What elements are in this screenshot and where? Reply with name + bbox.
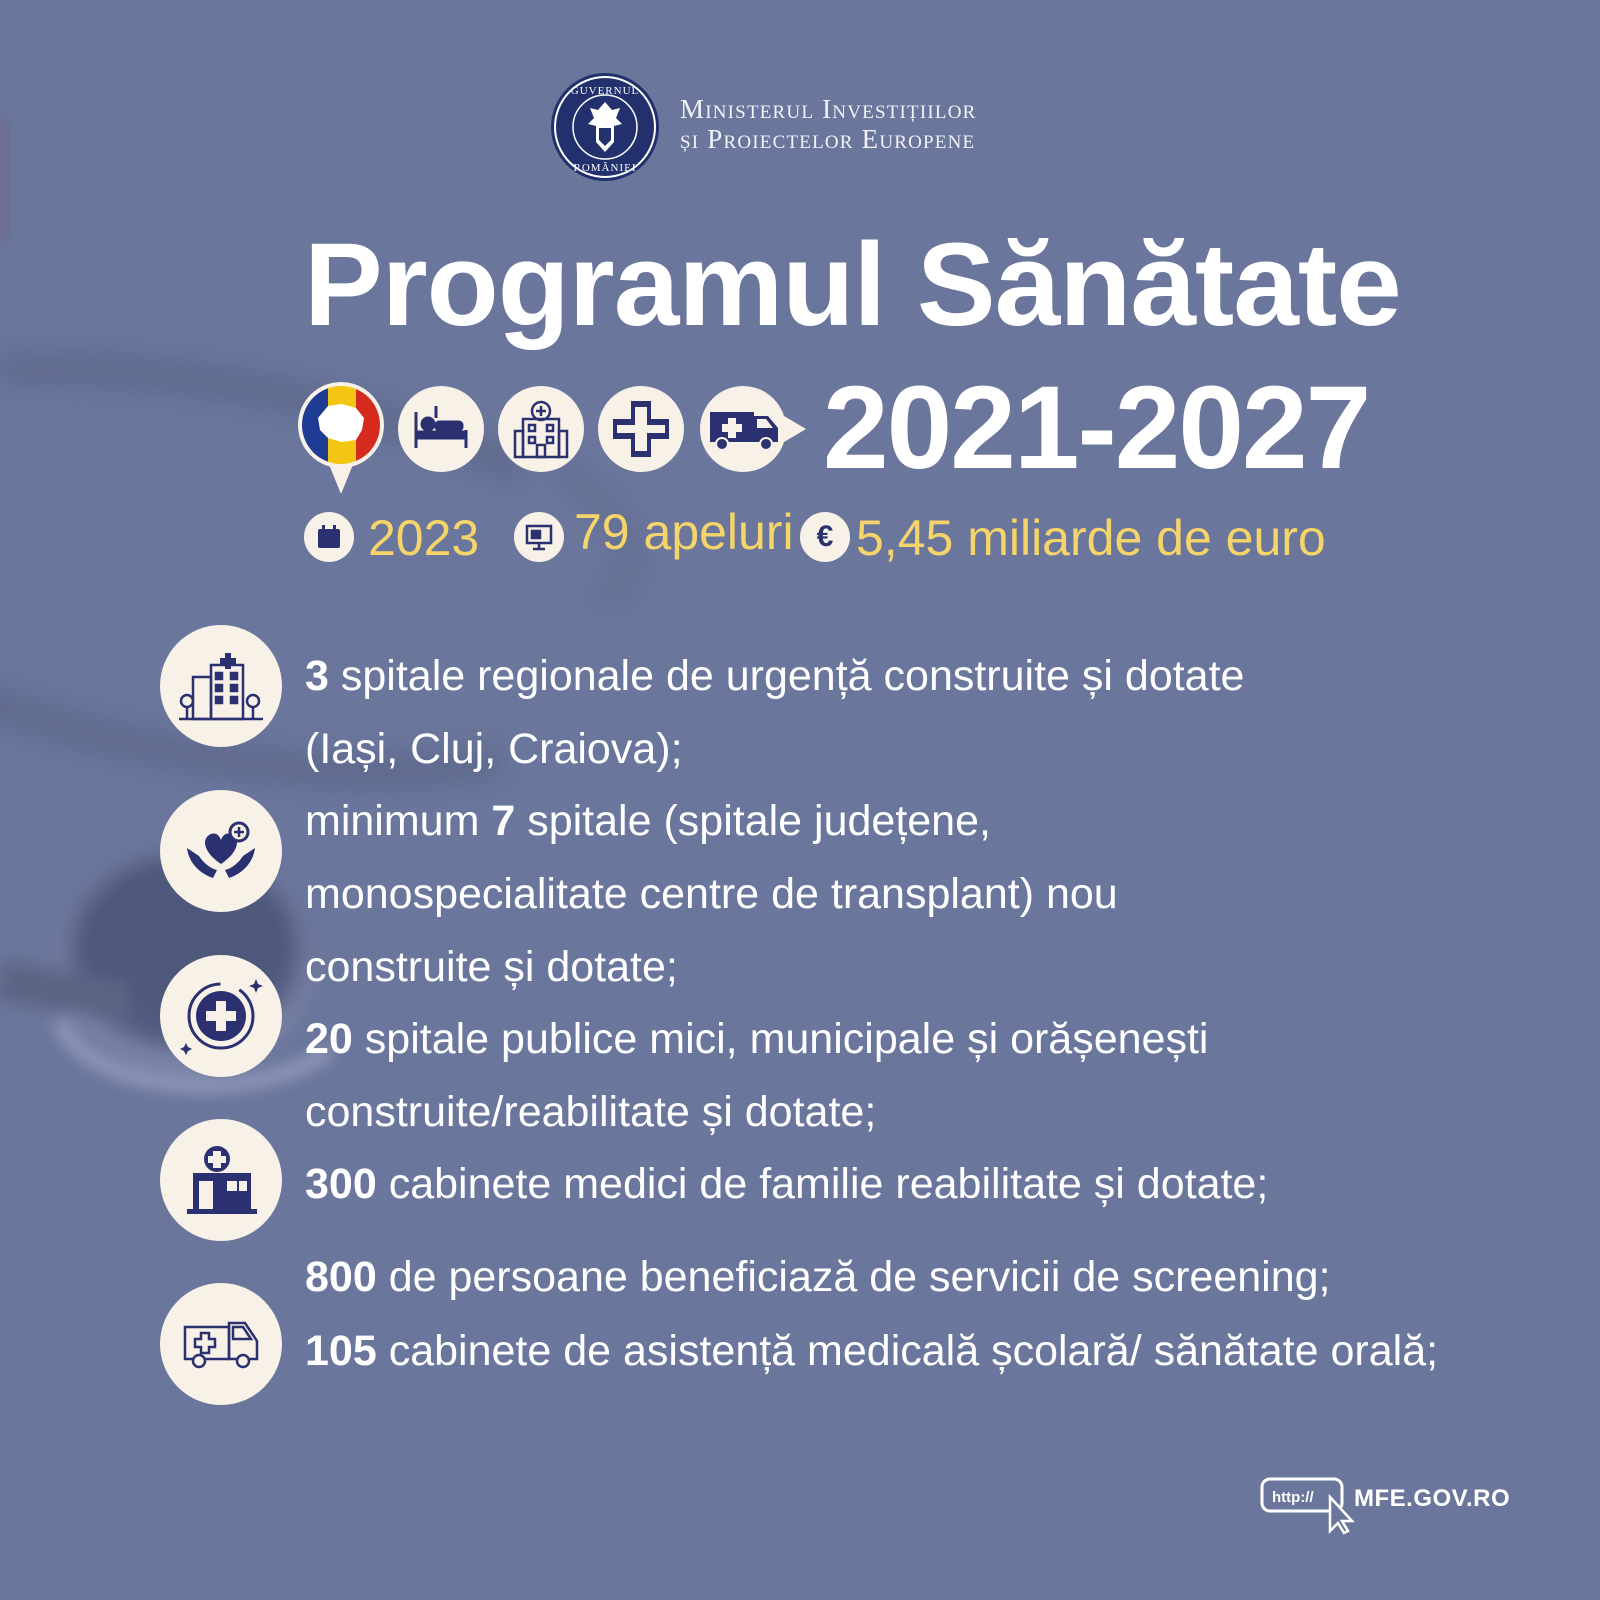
medical-cross-icon (598, 386, 684, 472)
hospital-building-icon (498, 386, 584, 472)
seal-text-top: GUVERNUL (570, 85, 640, 97)
item-line-2 (305, 723, 683, 775)
item-number-10: 105 (305, 1327, 377, 1375)
government-seal-logo (550, 72, 660, 182)
ambulance-outline-icon (160, 1283, 282, 1405)
seal-text-bottom: ROMÂNIEI (573, 162, 637, 174)
stat-budget: 5,45 miliarde de euro (856, 510, 1326, 566)
item-prefix-3: minimum (305, 797, 492, 845)
item-line-6 (305, 1013, 1208, 1065)
stat-calls: 79 apeluri (574, 504, 794, 560)
euro-icon (800, 512, 850, 562)
item-text-7: construite/reabilitate și dotate; (305, 1088, 877, 1136)
calendar-icon (304, 512, 354, 562)
item-line-3 (305, 795, 991, 847)
city-hospital-icon (160, 625, 282, 747)
computer-calls-icon (514, 512, 564, 562)
item-line-10 (305, 1325, 1438, 1377)
item-line-8 (305, 1158, 1268, 1210)
ministry-name (680, 94, 977, 154)
ministry-name-line1: Ministerul Investițiilor (680, 94, 977, 124)
item-number-3: 7 (491, 797, 516, 845)
hospital-bed-icon (398, 386, 484, 472)
item-text-8: cabinete medici de familie reabilitate și dotate; (376, 1160, 1269, 1208)
circular-medical-cross-icon (160, 955, 282, 1077)
item-number-6: 20 (305, 1015, 353, 1063)
ministry-header (550, 72, 1070, 182)
clinic-building-icon (160, 1119, 282, 1241)
item-number-8: 300 (305, 1160, 377, 1208)
item-number-1: 3 (305, 652, 329, 700)
website-link[interactable] (1260, 1475, 1510, 1535)
romania-map-pin-icon (298, 382, 384, 494)
item-text-3: spitale (spitale județene, (515, 797, 991, 845)
item-line-7 (305, 1086, 876, 1138)
item-text-10: cabinete de asistență medicală școlară/ sănătate orală; (376, 1327, 1439, 1375)
item-text-4: monospecialitate centre de transplant) nou (305, 870, 1118, 918)
ministry-name-line2: și Proiectelor Europene (680, 124, 976, 154)
item-line-9 (305, 1251, 1331, 1303)
url-bar-icon (1260, 1475, 1356, 1535)
item-text-6: spitale publice mici, municipale și orășenești (352, 1015, 1209, 1063)
website-url[interactable]: MFE.GOV.RO (1354, 1485, 1511, 1512)
item-text-5: construite și dotate; (305, 943, 678, 991)
page-title: Programul Sănătate (304, 219, 1401, 351)
item-line-1 (305, 650, 1244, 702)
item-line-5 (305, 941, 678, 993)
item-text-9: de persoane beneficiază de servicii de screening; (376, 1253, 1331, 1301)
caring-hands-heart-icon (160, 790, 282, 912)
item-number-9: 800 (305, 1253, 377, 1301)
item-text-2: (Iași, Cluj, Craiova); (305, 725, 683, 773)
item-line-4 (305, 868, 1118, 920)
ambulance-icon (700, 386, 810, 472)
item-text-1: spitale regionale de urgență construite și dotate (328, 652, 1245, 700)
euro-symbol: € (816, 520, 834, 553)
http-label: http:// (1272, 1489, 1314, 1506)
program-period: 2021-2027 (823, 362, 1370, 494)
stat-year: 2023 (368, 510, 480, 566)
